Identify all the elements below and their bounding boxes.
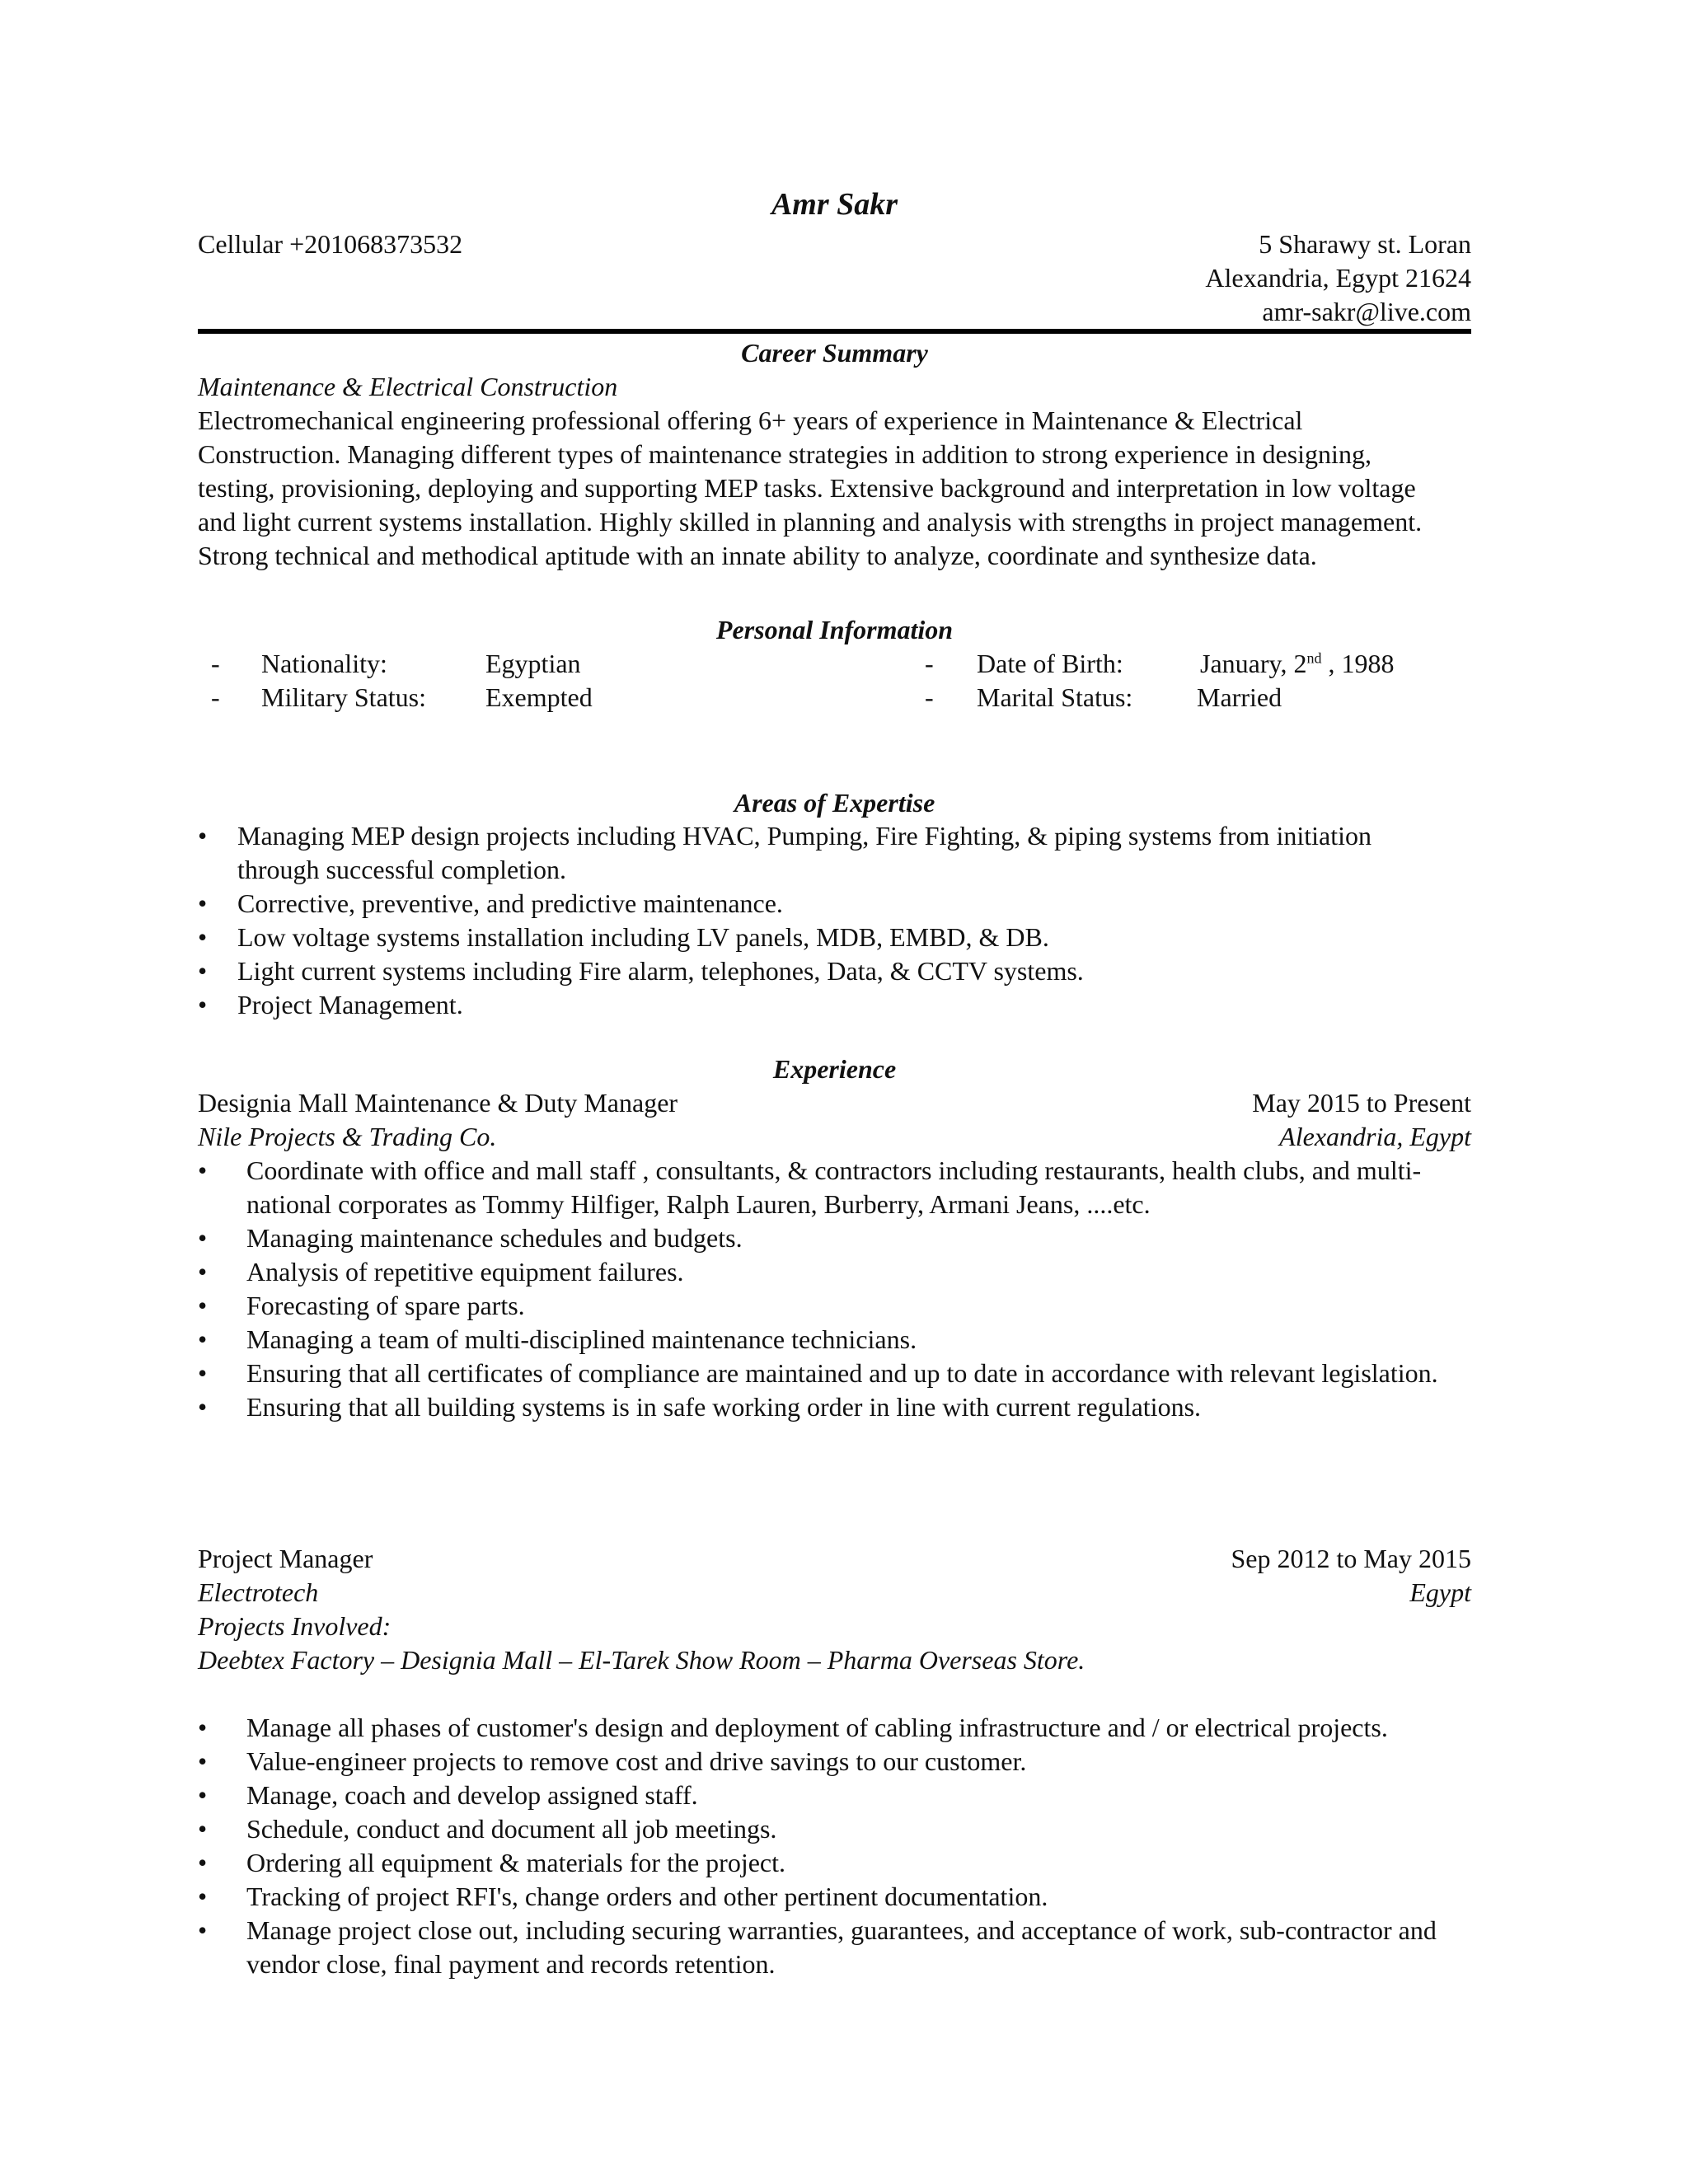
- list-item: • Low voltage systems installation including LV panels, MDB, EMBD, & DB.: [198, 921, 1451, 954]
- bullet-icon: •: [198, 1882, 208, 1911]
- job-location: Alexandria, Egypt: [1279, 1122, 1471, 1151]
- bullet-icon: •: [198, 1713, 208, 1742]
- job-title: Designia Mall Maintenance & Duty Manager: [198, 1088, 678, 1118]
- list-item: • Schedule, conduct and document all job meetings.: [198, 1812, 1471, 1846]
- email-address: amr-sakr@live.com: [1262, 297, 1471, 326]
- bullet-icon: •: [198, 1915, 208, 1945]
- job-responsibilities: [198, 1711, 1471, 1981]
- job-company-row: [198, 1120, 1471, 1154]
- bullet-icon: •: [198, 888, 208, 918]
- summary-line: Strong technical and methodical aptitude with an innate ability to analyze, coordinate and synthesize data.: [198, 541, 1317, 570]
- career-summary-heading: Career Summary: [741, 338, 928, 368]
- bullet-icon: •: [198, 1392, 208, 1422]
- bullet-icon: •: [198, 1746, 208, 1776]
- job-company: Electrotech: [198, 1577, 319, 1607]
- header-divider: [198, 329, 1471, 334]
- resume-page: [198, 0, 1471, 2184]
- list-dash: -: [211, 682, 220, 712]
- list-dash: -: [211, 649, 220, 678]
- cellular-number: Cellular +201068373532: [198, 229, 463, 259]
- list-item: • Manage, coach and develop assigned staff.: [198, 1779, 1471, 1812]
- job-title: Project Manager: [198, 1544, 373, 1573]
- list-item: • Value-engineer projects to remove cost and drive savings to our customer.: [198, 1745, 1471, 1779]
- military-status-label: Military Status:: [261, 682, 426, 712]
- list-item: • Tracking of project RFI's, change orders and other pertinent documentation.: [198, 1880, 1471, 1914]
- projects-list: Deebtex Factory – Designia Mall – El-Tarek Show Room – Pharma Overseas Store.: [198, 1645, 1085, 1675]
- bullet-icon: •: [198, 1848, 208, 1877]
- job-company: Nile Projects & Trading Co.: [198, 1122, 497, 1151]
- bullet-icon: •: [198, 821, 208, 851]
- bullet-icon: •: [198, 956, 208, 986]
- list-item: • Managing MEP design projects including HVAC, Pumping, Fire Fighting, & piping systems from initiation through successful completion.: [198, 821, 1372, 884]
- list-item: • Corrective, preventive, and predictive maintenance.: [198, 887, 1451, 921]
- career-summary-text: [198, 404, 1471, 573]
- bullet-icon: •: [198, 1780, 208, 1810]
- bullet-icon: •: [198, 1358, 208, 1388]
- bullet-icon: •: [198, 1814, 208, 1844]
- job-responsibilities: [198, 1154, 1471, 1424]
- nationality-value: Egyptian: [485, 649, 581, 678]
- list-item: • Coordinate with office and mall staff , consultants, & contractors including restaurants, health clubs, and multi-national corporates as Tommy Hilfiger, Ralph Lauren, Burberry, Armani Jeans, ....etc.: [198, 1155, 1422, 1219]
- nationality-label: Nationality:: [261, 649, 387, 678]
- list-item: • Project Management.: [198, 988, 1451, 1022]
- expertise-list: [198, 819, 1451, 1022]
- summary-line: Construction. Managing different types of maintenance strategies in addition to strong experience in designing,: [198, 439, 1372, 469]
- military-status-value: Exempted: [485, 682, 593, 712]
- list-item: • Ensuring that all building systems is in safe working order in line with current regulations.: [198, 1390, 1471, 1424]
- job-header: [198, 1542, 1471, 1576]
- list-item: • Ordering all equipment & materials for the project.: [198, 1846, 1471, 1880]
- list-item: • Analysis of repetitive equipment failures.: [198, 1255, 1471, 1289]
- expertise-heading: Areas of Expertise: [734, 788, 935, 818]
- summary-line: and light current systems installation. Highly skilled in planning and analysis with strengths in project management.: [198, 507, 1423, 537]
- address-line-1: 5 Sharawy st. Loran: [1259, 229, 1471, 259]
- list-dash: -: [925, 649, 934, 678]
- list-dash: -: [925, 682, 934, 712]
- marital-status-value: Married: [1197, 682, 1282, 712]
- job-header: [198, 1086, 1471, 1120]
- marital-status-label: Marital Status:: [977, 682, 1133, 712]
- bullet-icon: •: [198, 1257, 208, 1286]
- list-item: • Forecasting of spare parts.: [198, 1289, 1471, 1323]
- list-item: • Manage project close out, including securing warranties, guarantees, and acceptance of work, sub-contractor and vendor close, final payment and records retention.: [198, 1915, 1437, 1979]
- personal-info-heading: Personal Information: [715, 615, 954, 644]
- contact-line-1: [198, 227, 1471, 261]
- list-item: • Ensuring that all certificates of compliance are maintained and up to date in accordance with relevant legislation.: [198, 1357, 1471, 1390]
- job-location: Egypt: [1409, 1577, 1471, 1607]
- career-summary-subtitle: Maintenance & Electrical Construction: [198, 372, 618, 401]
- summary-line: testing, provisioning, deploying and supporting MEP tasks. Extensive background and interpretation in low voltage: [198, 473, 1416, 503]
- projects-label: Projects Involved:: [198, 1611, 392, 1641]
- job-company-row: [198, 1576, 1471, 1610]
- list-item: • Managing a team of multi-disciplined maintenance technicians.: [198, 1323, 1471, 1357]
- bullet-icon: •: [198, 1324, 208, 1354]
- list-item: • Managing maintenance schedules and budgets.: [198, 1221, 1471, 1255]
- dob-label: Date of Birth:: [977, 649, 1123, 678]
- bullet-icon: •: [198, 1291, 208, 1320]
- address-line-2: Alexandria, Egypt 21624: [1205, 263, 1471, 293]
- dob-value: January, 2nd , 1988: [1200, 649, 1395, 678]
- list-item: • Light current systems including Fire alarm, telephones, Data, & CCTV systems.: [198, 954, 1451, 988]
- candidate-name: Amr Sakr: [771, 187, 898, 222]
- bullet-icon: •: [198, 1155, 208, 1185]
- summary-line: Electromechanical engineering professional offering 6+ years of experience in Maintenance & Electrical: [198, 405, 1303, 435]
- job-dates: Sep 2012 to May 2015: [1231, 1544, 1471, 1573]
- job-dates: May 2015 to Present: [1252, 1088, 1471, 1118]
- list-item: • Manage all phases of customer's design and deployment of cabling infrastructure and / or electrical projects.: [198, 1711, 1471, 1745]
- experience-heading: Experience: [772, 1054, 897, 1084]
- bullet-icon: •: [198, 990, 208, 1019]
- bullet-icon: •: [198, 1223, 208, 1253]
- bullet-icon: •: [198, 922, 208, 952]
